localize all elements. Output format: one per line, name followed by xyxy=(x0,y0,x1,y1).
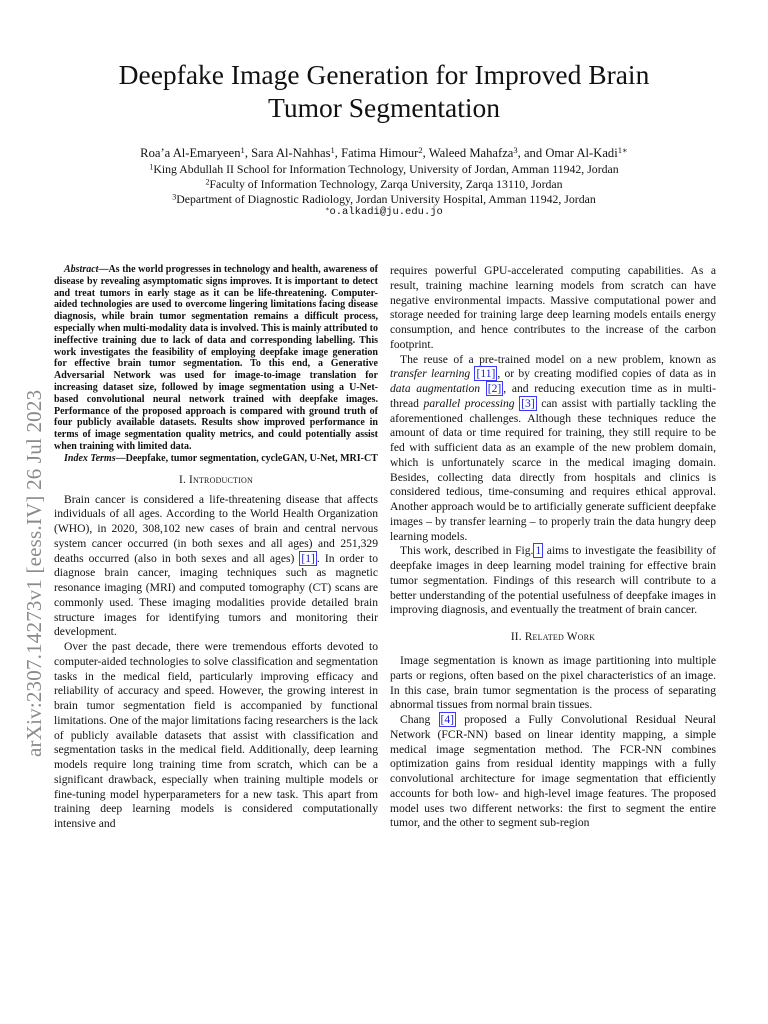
affiliation-text: Department of Diagnostic Radiology, Jordan University Hospital, Amman 11942, Jordan xyxy=(176,192,596,206)
citation-link[interactable]: [1] xyxy=(301,551,315,565)
affiliation-text: Faculty of Information Technology, Zarqa University, Zarqa 13110, Jordan xyxy=(209,177,563,191)
citation-link[interactable]: [4] xyxy=(440,713,455,726)
right-column xyxy=(390,264,716,831)
emphasis: transfer learning xyxy=(390,367,471,381)
section-heading-related-work: II. Related Work xyxy=(510,631,596,643)
author-name: Roa’a Al-Emaryeen xyxy=(140,146,241,160)
intro-paragraph-1 xyxy=(54,493,378,641)
affiliation-3 xyxy=(60,192,708,206)
author-name: Fatima Himour xyxy=(341,146,419,160)
corresponding-email[interactable] xyxy=(60,206,708,219)
section-heading-introduction: I. Introduction xyxy=(179,473,253,486)
text-run: This work, described in Fig. xyxy=(400,544,534,558)
intro-paragraph-2: Over the past decade, there were tremendous efforts devoted to computer-aided technologies to solve classification and segmentation tasks in the medical field, particularly improving efficacy and reliability of accuracy and speed. However, the growing interest in brain tumor segmentation field is accompanied by functional limitations. One of the major limitations facing researchers is the lack of publicly available datasets that assist with classification and segmentation tasks in the medical field. Additionally, deep learning models require long training time from scratch, which can be a significant drawback, especially when training multiple models or fine-tuning model hyperparameters for a new task. This apart from training deep learning models is considered computationally intensive and xyxy=(54,640,378,831)
intro-paragraph-4 xyxy=(390,544,716,618)
author-sup: 3 xyxy=(513,145,518,156)
author-name: Waleed Mahafza xyxy=(428,146,514,160)
text-run: , and reducing execution time as in multi-thread xyxy=(390,382,716,410)
paper-title xyxy=(60,58,708,124)
text-run: aims to investigate the feasibility of deepfake images in deep learning model training for effective brain tumor segmentation. Findings of this research will contribute to a better understanding of the potential usefulness of deepfake images in improving diagnosis, and eventually the treatment of brain cancer. xyxy=(390,544,716,617)
email-text: o.alkadi@ju.edu.jo xyxy=(329,206,443,218)
intro-paragraph-2-cont: requires powerful GPU-accelerated computing capabilities. As a result, training machine learning models from scratch can have negative environmental impacts. Massive computational power and storage needed for training large deep learning models entails energy consumption, and hence contributes to the increase of the carbon footprint. xyxy=(390,264,716,351)
author-list xyxy=(60,146,708,161)
author-sup: 1 xyxy=(240,145,245,156)
author-sep: , and xyxy=(517,146,546,160)
abstract-lead: Abstract xyxy=(64,264,99,275)
affiliation-2 xyxy=(60,177,708,191)
text-run: Brain cancer is considered a life-threatening disease that affects individuals of all ages. According to the World Health Organization (WHO), in 2020, 308,102 new cases of brain and central nervous system cancer occurred (in both sexes and all ages) and 251,329 deaths occurred (also in both sexes and all ages) xyxy=(54,492,378,565)
emphasis: parallel processing xyxy=(423,396,515,410)
affiliation-sup: 3 xyxy=(172,192,177,202)
text-run: proposed a Fully Convolutional Residual Neural Network (FCR-NN) based on linear identity mapping, a simple medical image segmentation method. The FCR-NN combines optimization gains from residual identity mappings with a fully convolutional architecture for image segmentation that efficiently accounts for both low- and high-level image features. The proposed model uses two different networks: the first to segment the entire tumor, and the other to segment sub-region xyxy=(390,713,716,830)
text-run: . In order to diagnose brain cancer, imaging techniques such as magnetic resonance imaging (MRI) and computed tomography (CT) scans are commonly used. These imaging modalities provide detailed brain structure images for identifying tumors and monitoring their development. xyxy=(54,551,379,639)
abstract xyxy=(54,264,378,453)
index-terms xyxy=(54,453,378,465)
text-run: , or by creating modified copies of data as in xyxy=(497,367,716,381)
figure-link[interactable]: 1 xyxy=(535,544,542,558)
related-paragraph-1: Image segmentation is known as image partitioning into multiple parts or regions, often based on the pixel characteristics of an image. In this case, brain tumor segmentation is the process of separating abnormal tissues from normal brain tissues. xyxy=(390,654,716,712)
affiliation-sup: 2 xyxy=(205,177,210,187)
left-column xyxy=(54,264,378,832)
title-line-2: Tumor Segmentation xyxy=(268,92,500,123)
author-sup: 1 xyxy=(330,145,335,156)
citation-link[interactable]: [3] xyxy=(521,396,535,410)
author-sep: , xyxy=(334,146,342,160)
author-sep: , xyxy=(244,146,252,160)
title-line-1: Deepfake Image Generation for Improved Brain xyxy=(118,59,650,90)
index-terms-lead: Index Terms xyxy=(64,452,116,464)
text-run: can assist with partially tackling the aforementioned challenges. Although these techniques reduce the amount of data or time required for training, they still require to be fed with sufficient data as an example of the new problem domain, which is unfortunately scarce in the medical imaging domain. Besides, collecting data directly from hospitals and clinics is considered tedious, time-consuming and requires ethical approval. Another approach would be to artificially generate sufficient deepfake images – by transfer learning – to properly train the data hungry deep learning models. xyxy=(390,396,716,543)
affiliation-text: King Abdullah II School for Information Technology, University of Jordan, Amman 11942, Jordan xyxy=(153,162,619,176)
citation-link[interactable]: [2] xyxy=(487,382,502,395)
affiliation-1 xyxy=(60,162,708,176)
text-run: The reuse of a pre-trained model on a new problem, known as xyxy=(400,352,716,366)
text-run: Chang xyxy=(400,713,439,726)
author-name: Sara Al-Nahhas xyxy=(251,146,331,160)
author-sup: 1∗ xyxy=(617,145,628,156)
emphasis: data augmentation xyxy=(390,382,481,395)
author-sep: , xyxy=(422,146,429,160)
index-terms-text: —Deepfake, tumor segmentation, cycleGAN, U-Net, MRI-CT xyxy=(115,452,378,464)
citation-link[interactable]: [11] xyxy=(476,367,496,381)
abstract-text: —As the world progresses in technology and health, awareness of disease by revealing asymptomatic signs improves. It is important to detect and treat tumors in early stage as it can be life-threatening. Computer-aided technologies are used to overcome lingering limitations facing disease diagnosis, while brain tumor segmentation remains a difficult process, especially when multi-modality data is involved. This is mainly attributed to ineffective training due to lack of data and corresponding labelling. This work investigates the feasibility of employing deepfake image generation for effective brain tumor segmentation. To this end, a Generative Adversarial Network was used for image-to-image translation for increasing dataset size, followed by image segmentation using a U-Net-based convolutional neural network trained with deepfake images. Performance of the proposed approach is compared with ground truth of four publicly available datasets. Results show improved performance in terms of image segmentation quality metrics, and could potentially assist when training with limited data. xyxy=(54,264,378,452)
related-paragraph-2 xyxy=(390,713,716,831)
author-sup: 2 xyxy=(418,145,423,156)
intro-paragraph-3 xyxy=(390,353,716,545)
arxiv-stamp-text: arXiv:2307.14273v1 [eess.IV] 26 Jul 2023 xyxy=(22,389,46,757)
email-sup: ∗ xyxy=(325,205,330,214)
author-name: Omar Al-Kadi xyxy=(545,146,618,160)
affiliation-sup: 1 xyxy=(149,162,154,172)
